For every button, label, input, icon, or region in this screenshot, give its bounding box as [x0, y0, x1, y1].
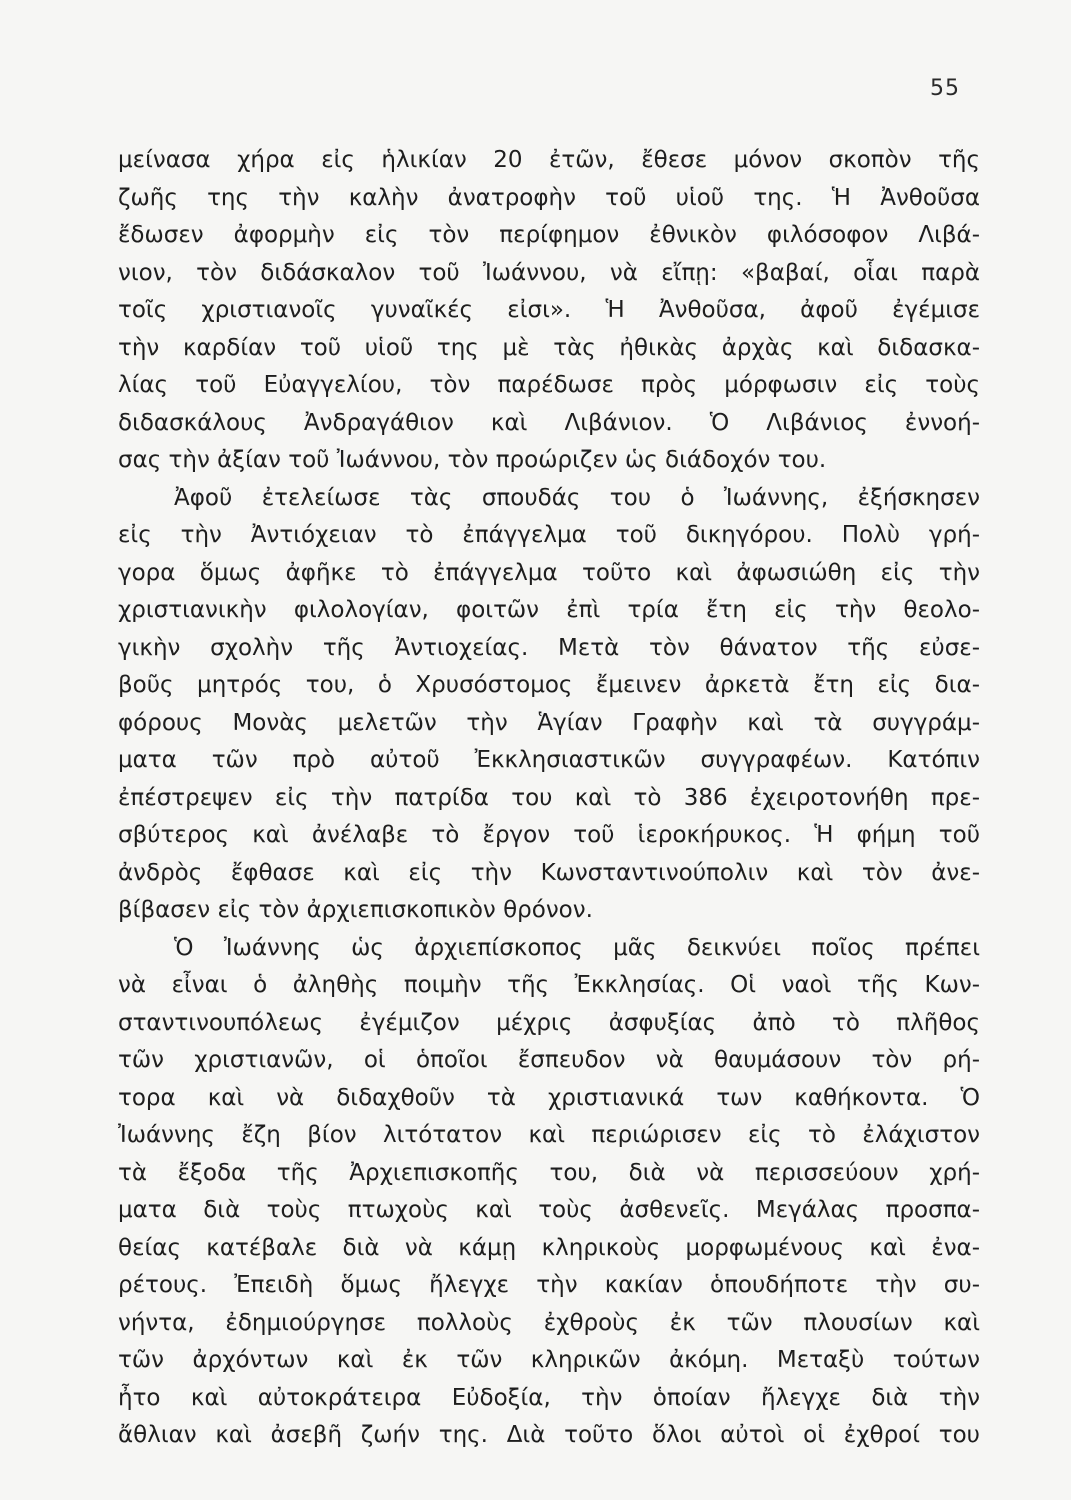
text-line: λίας τοῦ Εὐαγγελίου, τὸν παρέδωσε πρὸς μόρφωσιν εἰς τοὺς — [118, 372, 980, 398]
text-line: σβύτερος καὶ ἀνέλαβε τὸ ἔργον τοῦ ἱεροκήρυκος. Ἡ φήμη τοῦ — [118, 822, 980, 848]
text-line: βίβασεν εἰς τὸν ἀρχιεπισκοπικὸν θρόνον. — [118, 897, 593, 923]
text-line: χριστιανικὴν φιλολογίαν, φοιτῶν ἐπὶ τρία ἔτη εἰς τὴν θεολο- — [118, 597, 980, 623]
text-line: θείας κατέβαλε διὰ νὰ κάμῃ κληρικοὺς μορφωμένους καὶ ἐνα- — [118, 1234, 980, 1261]
text-line: τορα καὶ νὰ διδαχθοῦν τὰ χριστιανικά των καθήκοντα. Ὁ — [118, 1084, 980, 1111]
text-line: ρέτους. Ἐπειδὴ ὅμως ἤλεγχε τὴν κακίαν ὁπουδήποτε τὴν συ- — [118, 1272, 980, 1298]
text-line: νιον, τὸν διδάσκαλον τοῦ Ἰωάννου, νὰ εἴπῃ: «βαβαί, οἷαι παρὰ — [118, 259, 980, 286]
text-line: νὰ εἶναι ὁ ἀληθὴς ποιμὴν τῆς Ἐκκλησίας. Οἱ ναοὶ τῆς Κων- — [118, 972, 980, 998]
body-text — [118, 142, 980, 1455]
text-line: τὰ ἔξοδα τῆς Ἀρχιεπισκοπῆς του, διὰ νὰ περισσεύουν χρή- — [118, 1159, 980, 1186]
text-line: εἰς τὴν Ἀντιόχειαν τὸ ἐπάγγελμα τοῦ δικηγόρου. Πολὺ γρή- — [118, 522, 980, 548]
text-line: τῶν χριστιανῶν, οἱ ὁποῖοι ἔσπευδον νὰ θαυμάσουν τὸν ρή- — [118, 1047, 980, 1073]
text-line: ματα τῶν πρὸ αὐτοῦ Ἐκκλησιαστικῶν συγγραφέων. Κατόπιν — [118, 747, 980, 773]
text-line: ματα διὰ τοὺς πτωχοὺς καὶ τοὺς ἀσθενεῖς. Μεγάλας προσπα- — [118, 1197, 980, 1223]
text-line: Ἰωάννης ἔζη βίον λιτότατον καὶ περιώρισεν εἰς τὸ ἐλάχιστον — [118, 1122, 980, 1148]
text-line: τῶν ἀρχόντων καὶ ἐκ τῶν κληρικῶν ἀκόμη. Μεταξὺ τούτων — [118, 1347, 980, 1373]
text-line: Ἀφοῦ ἐτελείωσε τὰς σπουδάς του ὁ Ἰωάννης, ἐξήσκησεν — [174, 484, 980, 511]
text-line: ἔδωσεν ἀφορμὴν εἰς τὸν περίφημον ἐθνικὸν φιλόσοφον Λιβά- — [118, 222, 980, 248]
text-line: μείνασα χήρα εἰς ἡλικίαν 20 ἐτῶν, ἔθεσε μόνον σκοπὸν τῆς — [118, 147, 980, 173]
text-line: διδασκάλους Ἀνδραγάθιον καὶ Λιβάνιον. Ὁ Λιβάνιος ἐννοή- — [118, 409, 980, 436]
text-line: φόρους Μονὰς μελετῶν τὴν Ἁγίαν Γραφὴν καὶ τὰ συγγράμ- — [118, 709, 980, 736]
text-line: σταντινουπόλεως ἐγέμιζον μέχρις ἀσφυξίας ἀπὸ τὸ πλῆθος — [118, 1009, 980, 1036]
text-line: τὴν καρδίαν τοῦ υἱοῦ της μὲ τὰς ἠθικὰς ἀρχὰς καὶ διδασκα- — [118, 334, 980, 361]
text-line: ζωῆς της τὴν καλὴν ἀνατροφὴν τοῦ υἱοῦ της. Ἡ Ἀνθοῦσα — [118, 184, 980, 211]
text-line: Ὁ Ἰωάννης ὡς ἀρχιεπίσκοπος μᾶς δεικνύει ποῖος πρέπει — [174, 934, 980, 961]
text-line: ἦτο καὶ αὐτοκράτειρα Εὐδοξία, τὴν ὁποίαν ἤλεγχε διὰ τὴν — [118, 1384, 980, 1411]
text-line: ἄθλιαν καὶ ἀσεβῆ ζωήν της. Διὰ τοῦτο ὅλοι αὐτοὶ οἱ ἐχθροί του — [118, 1422, 980, 1448]
text-line: τοῖς χριστιανοῖς γυναῖκές εἰσι». Ἡ Ἀνθοῦσα, ἀφοῦ ἐγέμισε — [118, 297, 980, 323]
text-line: βοῦς μητρός του, ὁ Χρυσόστομος ἔμεινεν ἀρκετὰ ἔτη εἰς δια- — [118, 672, 980, 698]
text-line: γορα ὅμως ἀφῆκε τὸ ἐπάγγελμα τοῦτο καὶ ἀφωσιώθη εἰς τὴν — [118, 559, 980, 586]
page-number: 55 — [930, 76, 960, 101]
text-line: σας τὴν ἀξίαν τοῦ Ἰωάννου, τὸν προώριζεν ὡς διάδοχόν του. — [118, 447, 827, 473]
text-line: ἐπέστρεψεν εἰς τὴν πατρίδα του καὶ τὸ 386 ἐχειροτονήθη πρε- — [118, 784, 980, 811]
text-line: νήντα, ἐδημιούργησε πολλοὺς ἐχθροὺς ἐκ τῶν πλουσίων καὶ — [118, 1309, 980, 1336]
text-line: ἀνδρὸς ἔφθασε καὶ εἰς τὴν Κωνσταντινούπολιν καὶ τὸν ἀνε- — [118, 859, 980, 886]
text-line: γικὴν σχολὴν τῆς Ἀντιοχείας. Μετὰ τὸν θάνατον τῆς εὐσε- — [118, 634, 980, 661]
